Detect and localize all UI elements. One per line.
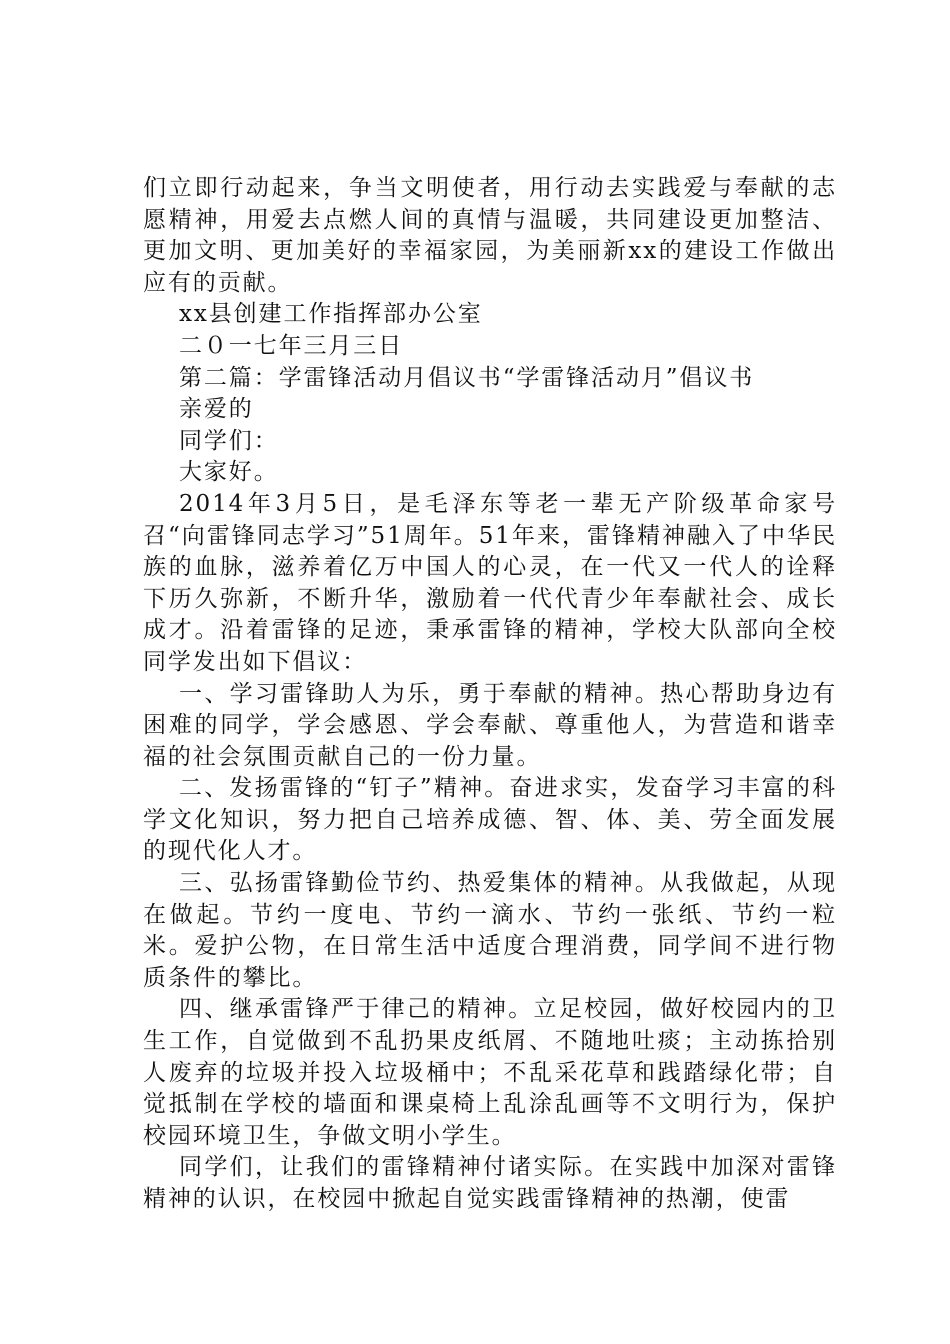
salutation-continued: 同学们： <box>179 427 279 454</box>
document-body <box>143 173 837 1216</box>
proposal-item-1: 一、学习雷锋助人为乐，勇于奉献的精神。热心帮助身边有困难的同学，学会感恩、学会奉献、尊重他人，为营造和谐幸福的社会氛围贡献自己的一份力量。 <box>143 680 837 770</box>
proposal-item-3: 三、弘扬雷锋勤俭节约、热爱集体的精神。从我做起，从现在做起。节约一度电、节约一滴水、节约一张纸、节约一粒米。爱护公物，在日常生活中适度合理消费，同学间不进行物质条件的攀比。 <box>143 870 837 991</box>
proposal-item-2: 二、发扬雷锋的“钉子”精神。奋进求实，发奋学习丰富的科学文化知识，努力把自己培养成德、智、体、美、劳全面发展的现代化人才。 <box>143 775 837 865</box>
paragraph: 2014年3月5日，是毛泽东等老一辈无产阶级革命家号召“向雷锋同志学习”51周年。51年来，雷锋精神融入了中华民族的血脉，滋养着亿万中国人的心灵，在一代又一代人的诠释下历久弥新，不断升华，激励着一代代青少年奉献社会、成长成才。沿着雷锋的足迹，秉承雷锋的精神，学校大队部向全校同学发出如下倡议： <box>143 490 837 675</box>
signature-date: 二０一七年三月三日 <box>179 332 404 359</box>
paragraph: 们立即行动起来，争当文明使者，用行动去实践爱与奉献的志愿精神，用爱去点燃人间的真情与温暖，共同建设更加整洁、更加文明、更加美好的幸福家园，为美丽新xx的建设工作做出应有的贡献。 <box>143 175 837 296</box>
closing-paragraph: 同学们，让我们的雷锋精神付诸实际。在实践中加深对雷锋精神的认识，在校园中掀起自觉实践雷锋精神的热潮，使雷 <box>143 1154 837 1212</box>
salutation: 亲爱的 <box>179 396 254 423</box>
proposal-item-4: 四、继承雷锋严于律己的精神。立足校园，做好校园内的卫生工作，自觉做到不乱扔果皮纸屑、不随地吐痰；主动拣拾别人废弃的垃圾并投入垃圾桶中；不乱采花草和践踏绿化带；自觉抵制在学校的墙面和课桌椅上乱涂乱画等不文明行为，保护校园环境卫生，争做文明小学生。 <box>143 996 837 1149</box>
greeting: 大家好。 <box>179 459 279 486</box>
signature-office: xx县创建工作指挥部办公室 <box>179 301 483 328</box>
section-title: 第二篇：学雷锋活动月倡议书“学雷锋活动月”倡议书 <box>179 364 755 391</box>
